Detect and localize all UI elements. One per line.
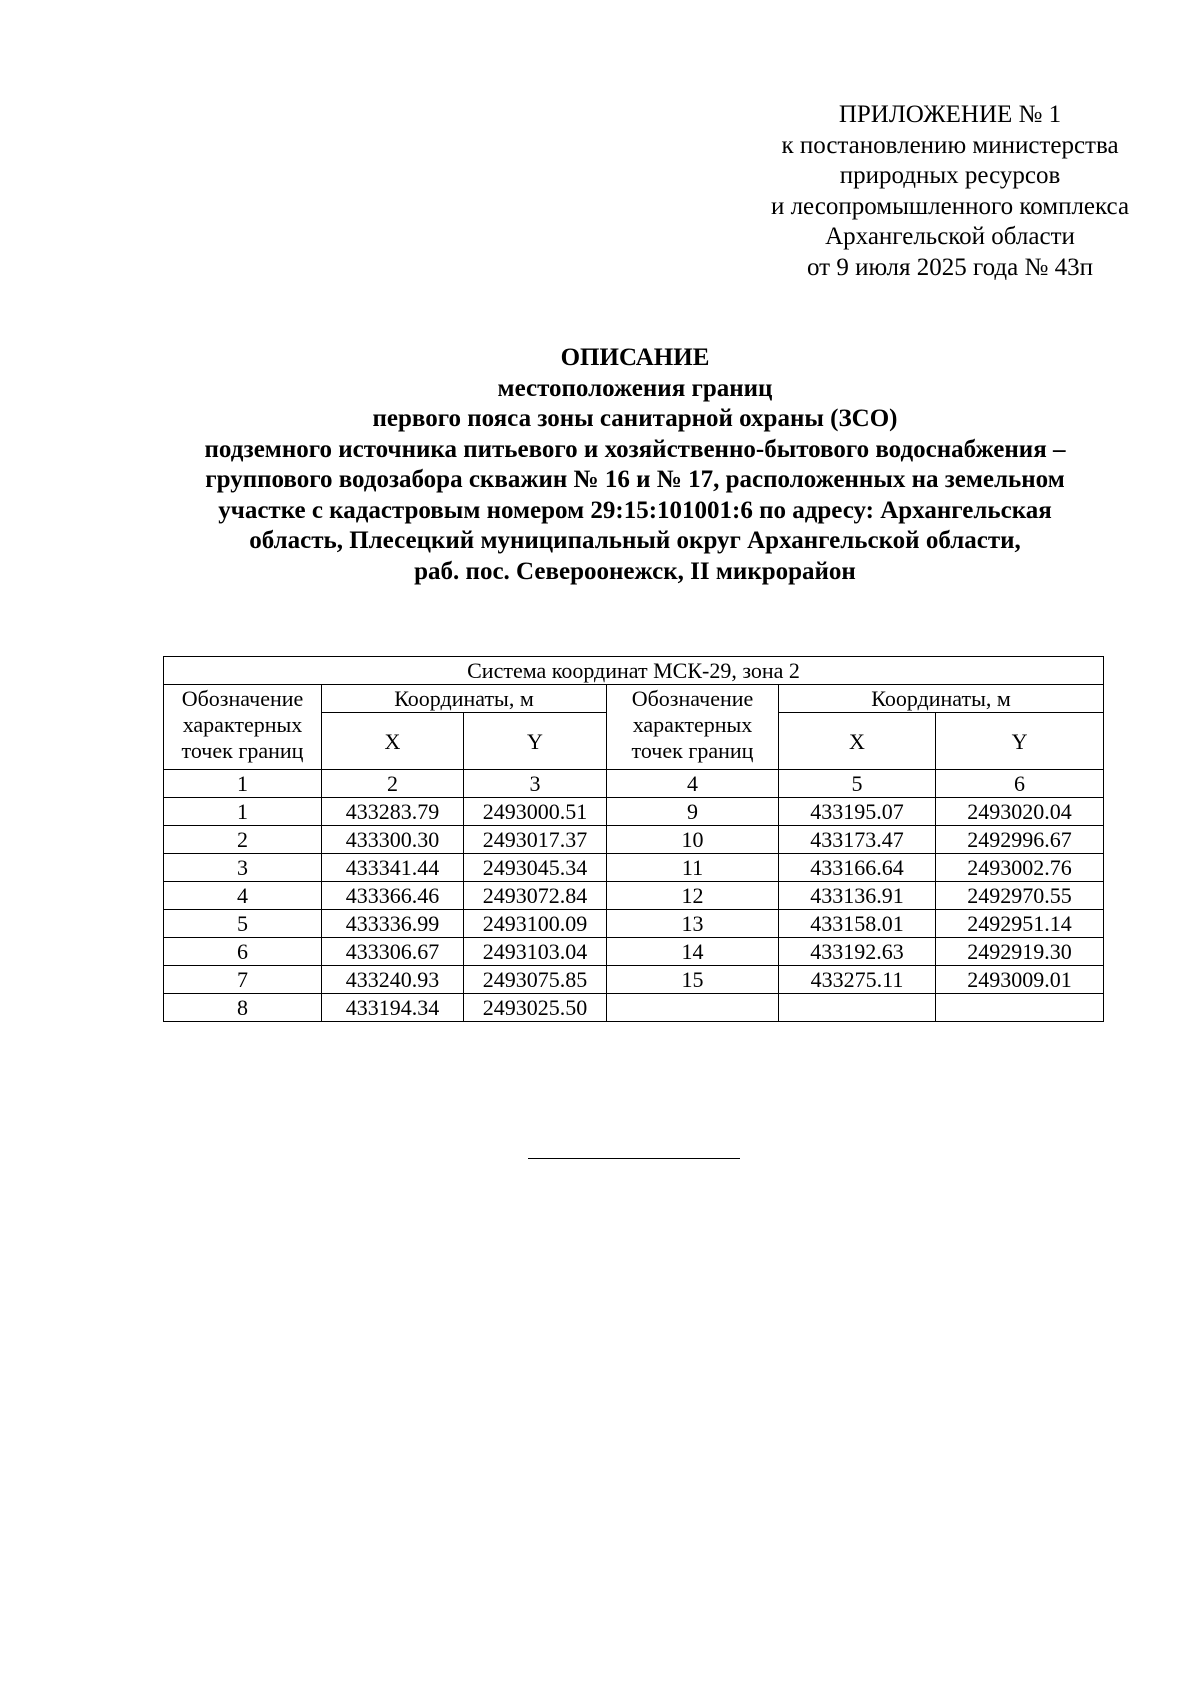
y-header: Y [464,713,607,770]
column-number: 1 [164,770,322,798]
table-row [164,826,1104,854]
table-cell: 433336.99 [322,910,464,938]
appendix-line: ПРИЛОЖЕНИЕ № 1 [838,101,1062,128]
table-cell: 6 [164,938,322,966]
table-cell: 2493020.04 [936,798,1104,826]
point-designation-header [607,685,779,770]
y-header: Y [936,713,1104,770]
table-cell: 2492996.67 [936,826,1104,854]
table-cell: 8 [164,994,322,1022]
coordinate-system-cell: Система координат МСК-29, зона 2 [164,657,1104,685]
title-line: раб. пос. Североонежск, II микрорайон [414,557,856,585]
table-cell: 433194.34 [322,994,464,1022]
table-cell: 433240.93 [322,966,464,994]
table-row [164,994,1104,1022]
table-cell: 2493017.37 [464,826,607,854]
table-cell: 15 [607,966,779,994]
title-line: участке с кадастровым номером 29:15:101001:6 по адресу: Архангельская [218,496,1052,524]
table-cell: 11 [607,854,779,882]
table-cell: 3 [164,854,322,882]
table-cell: 433341.44 [322,854,464,882]
table-cell: 433173.47 [779,826,936,854]
table-cell: 9 [607,798,779,826]
table-row [164,882,1104,910]
column-number: 3 [464,770,607,798]
column-number: 6 [936,770,1104,798]
table-cell: 433275.11 [779,966,936,994]
appendix-line: и лесопромышленного комплекса [770,192,1130,220]
table-cell: 2 [164,826,322,854]
table-cell: 433158.01 [779,910,936,938]
header-line: точек границ [631,738,754,763]
header-line: характерных [182,712,303,737]
column-number-row [164,770,1104,798]
column-number: 4 [607,770,779,798]
table-cell: 13 [607,910,779,938]
column-number: 5 [779,770,936,798]
title-line: область, Плесецкий муниципальный округ Архангельской области, [249,527,1021,554]
closing-divider-line [528,1158,740,1159]
title-line: группового водозабора скважин № 16 и № 17, расположенных на земельном [205,466,1065,493]
table-cell [779,994,936,1022]
table-cell: 1 [164,798,322,826]
table-cell: 433366.46 [322,882,464,910]
coords-header: Координаты, м [322,685,607,713]
table-row [164,966,1104,994]
appendix-line: Архангельской области [825,223,1075,250]
header-line: характерных [632,712,753,737]
x-header: X [322,713,464,770]
table-cell [607,994,779,1022]
table-cell [936,994,1104,1022]
header-line: точек границ [181,738,304,763]
coordinates-table [163,656,1104,1022]
table-cell: 2493009.01 [936,966,1104,994]
table-cell: 14 [607,938,779,966]
table-cell: 433166.64 [779,854,936,882]
header-line: Обозначение [631,686,754,711]
table-cell: 2493103.04 [464,938,607,966]
table-cell: 5 [164,910,322,938]
table-cell: 12 [607,882,779,910]
title-line: ОПИСАНИЕ [560,344,710,371]
header-line: Обозначение [181,686,304,711]
title-line: первого пояса зоны санитарной охраны (ЗСО) [372,405,898,432]
table-system-row [164,657,1104,685]
table-cell: 433306.67 [322,938,464,966]
table-cell: 433192.63 [779,938,936,966]
title-line: местоположения границ [497,374,773,402]
title-line: подземного источника питьевого и хозяйственно-бытового водоснабжения – [204,435,1066,463]
table-cell: 2493002.76 [936,854,1104,882]
appendix-line: к постановлению министерства [781,131,1119,159]
table-cell: 7 [164,966,322,994]
table-cell: 2493000.51 [464,798,607,826]
table-cell: 2493100.09 [464,910,607,938]
table-cell: 433283.79 [322,798,464,826]
table-header-row [164,685,1104,713]
table-cell: 433195.07 [779,798,936,826]
table-row [164,938,1104,966]
table-cell: 2493045.34 [464,854,607,882]
appendix-header [730,100,1170,283]
column-number: 2 [322,770,464,798]
table-cell: 2493072.84 [464,882,607,910]
x-header: X [779,713,936,770]
table-cell: 2492970.55 [936,882,1104,910]
table-row [164,798,1104,826]
appendix-line: от 9 июля 2025 года № 43п [807,253,1093,281]
table-cell: 433300.30 [322,826,464,854]
table-cell: 2493075.85 [464,966,607,994]
table-cell: 4 [164,882,322,910]
document-title [60,343,1200,587]
table-cell: 2492951.14 [936,910,1104,938]
table-cell: 2493025.50 [464,994,607,1022]
table-cell: 10 [607,826,779,854]
table-cell: 433136.91 [779,882,936,910]
table-row [164,854,1104,882]
table-row [164,910,1104,938]
table-cell: 2492919.30 [936,938,1104,966]
point-designation-header [164,685,322,770]
coords-header: Координаты, м [779,685,1104,713]
appendix-line: природных ресурсов [839,162,1061,189]
